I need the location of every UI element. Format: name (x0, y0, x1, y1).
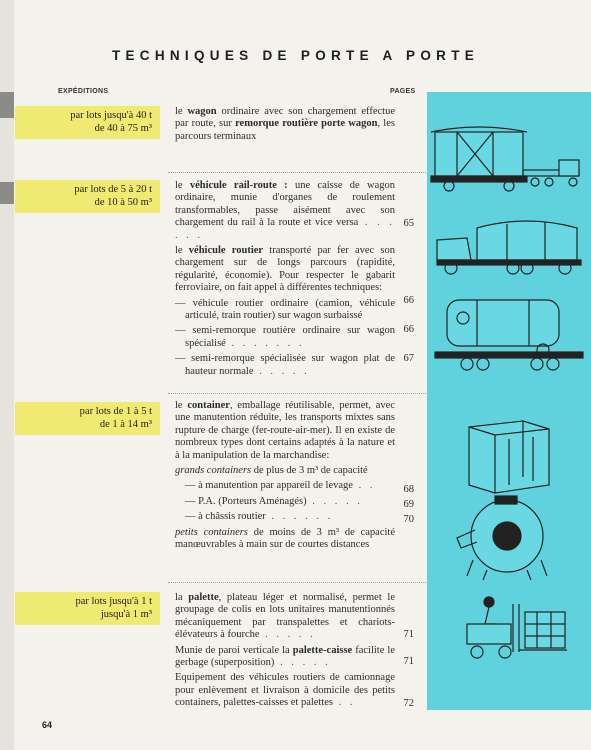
section-text-palette (175, 592, 395, 713)
container-item: — à manutention par appareil de levage . . (185, 480, 376, 492)
equipment-paragraph: Equipement des véhicules routiers de camionnage pour enlèvement et livraison à domicile des petits containers, palettes-caisses et palettes . . (175, 672, 395, 709)
label-line: de 40 à 75 m³ (94, 122, 152, 134)
label-line: par lots de 5 à 20 t (74, 184, 152, 195)
wagon-paragraph: le wagon ordinaire avec son chargement effectue par route, sur remorque routière porte wagon, les parcours terminaux (175, 106, 395, 142)
container-item: — P.A. (Porteurs Aménagés) . . . . . (185, 495, 363, 507)
petits-containers: petits containers de moins de 3 m³ de capacité manœuvrables à main sur de courtes distances (175, 526, 396, 551)
forklift-with-pallets-illustration (427, 590, 591, 670)
label-line: par lots de 1 à 5 t (79, 406, 152, 417)
label-line: par lots jusqu'à 1 t (75, 596, 152, 607)
edge-strip (0, 182, 14, 204)
label-line: par lots jusqu'à 40 t (70, 110, 152, 121)
section-text-rail-route (175, 180, 395, 381)
grands-containers: grands containers de plus de 3 m³ de capacité (175, 465, 368, 477)
section-text-container (175, 400, 395, 554)
label-line: de 10 à 50 m³ (94, 196, 152, 208)
page-ref: 67 (403, 353, 414, 364)
rail-route-paragraph: le véhicule rail-route : une caisse de wagon ordinaire, munie d'organes de roulement transformables, passe aisément avec son chargement du rail à la route et vice versa . . . . . . (175, 180, 395, 241)
technique-item: — semi-remorque spécialisée sur wagon plat de hauteur normale . . . . . (175, 353, 395, 377)
page-ref: 72 (403, 698, 414, 709)
section-divider (168, 393, 426, 394)
palette-caisse-paragraph: Munie de paroi verticale la palette-caisse facilite le gerbage (superposition) . . . . . (175, 644, 395, 669)
label-line: de 1 à 14 m³ (99, 418, 152, 430)
page-title: TECHNIQUES DE PORTE A PORTE (111, 48, 480, 63)
container-item: — à châssis routier . . . . . . (185, 511, 334, 523)
section-text-wagon (175, 106, 395, 146)
section-divider (168, 582, 426, 583)
page-number: 64 (42, 720, 53, 730)
page-ref: 70 (403, 514, 414, 525)
label-line: jusqu'à 1 m³ (100, 608, 152, 620)
wagon-on-trailer-illustration (427, 120, 591, 200)
edge-strip (0, 92, 14, 118)
page-ref: 69 (403, 499, 414, 510)
section-label-wagon (15, 106, 160, 139)
container-illustration (427, 415, 591, 500)
road-vehicle-paragraph: le véhicule routier transporté par fer avec son chargement sur de longs parcours (rapidité, régularité, économie). Pour respecter le gabarit ferroviaire, on fait appel à différentes techniques: (175, 245, 395, 294)
container-paragraph: le container, emballage réutilisable, permet, avec une manutention réduite, les transports mixtes sans rupture de charge (fer-route-air-mer). Il en existe de nombreux types dont certains adaptés à la nature et à la manipulation de la marchandise: (175, 400, 395, 461)
page-edge (0, 0, 14, 750)
expeditions-header: EXPÉDITIONS (58, 88, 109, 95)
section-label-palette (15, 592, 160, 625)
page-ref: 66 (403, 295, 414, 306)
page-ref: 66 (403, 324, 414, 335)
rail-route-vehicle-illustration (427, 210, 591, 280)
section-divider (168, 172, 426, 173)
pages-header: PAGES (390, 88, 416, 95)
palette-paragraph: la palette, plateau léger et normalisé, permet le groupage de colis en lots unitaires manutentionnés mécaniquement par transpalettes et chariots-élévateurs à fourche . . . . . (175, 592, 396, 641)
technique-item: — semi-remorque routière ordinaire sur wagon spécialisé . . . . . . . (175, 325, 395, 349)
page-ref: 65 (403, 218, 414, 229)
page-ref: 71 (403, 656, 414, 667)
page-ref: 71 (403, 629, 414, 640)
page-ref: 68 (403, 484, 414, 495)
tank-container-illustration (427, 490, 591, 585)
section-label-rail-route (15, 180, 160, 213)
semi-trailer-on-flatcar-illustration (427, 290, 591, 380)
technique-item: — véhicule routier ordinaire (camion, véhicule articulé, train routier) sur wagon surbaissé (175, 297, 395, 322)
section-label-container (15, 402, 160, 435)
